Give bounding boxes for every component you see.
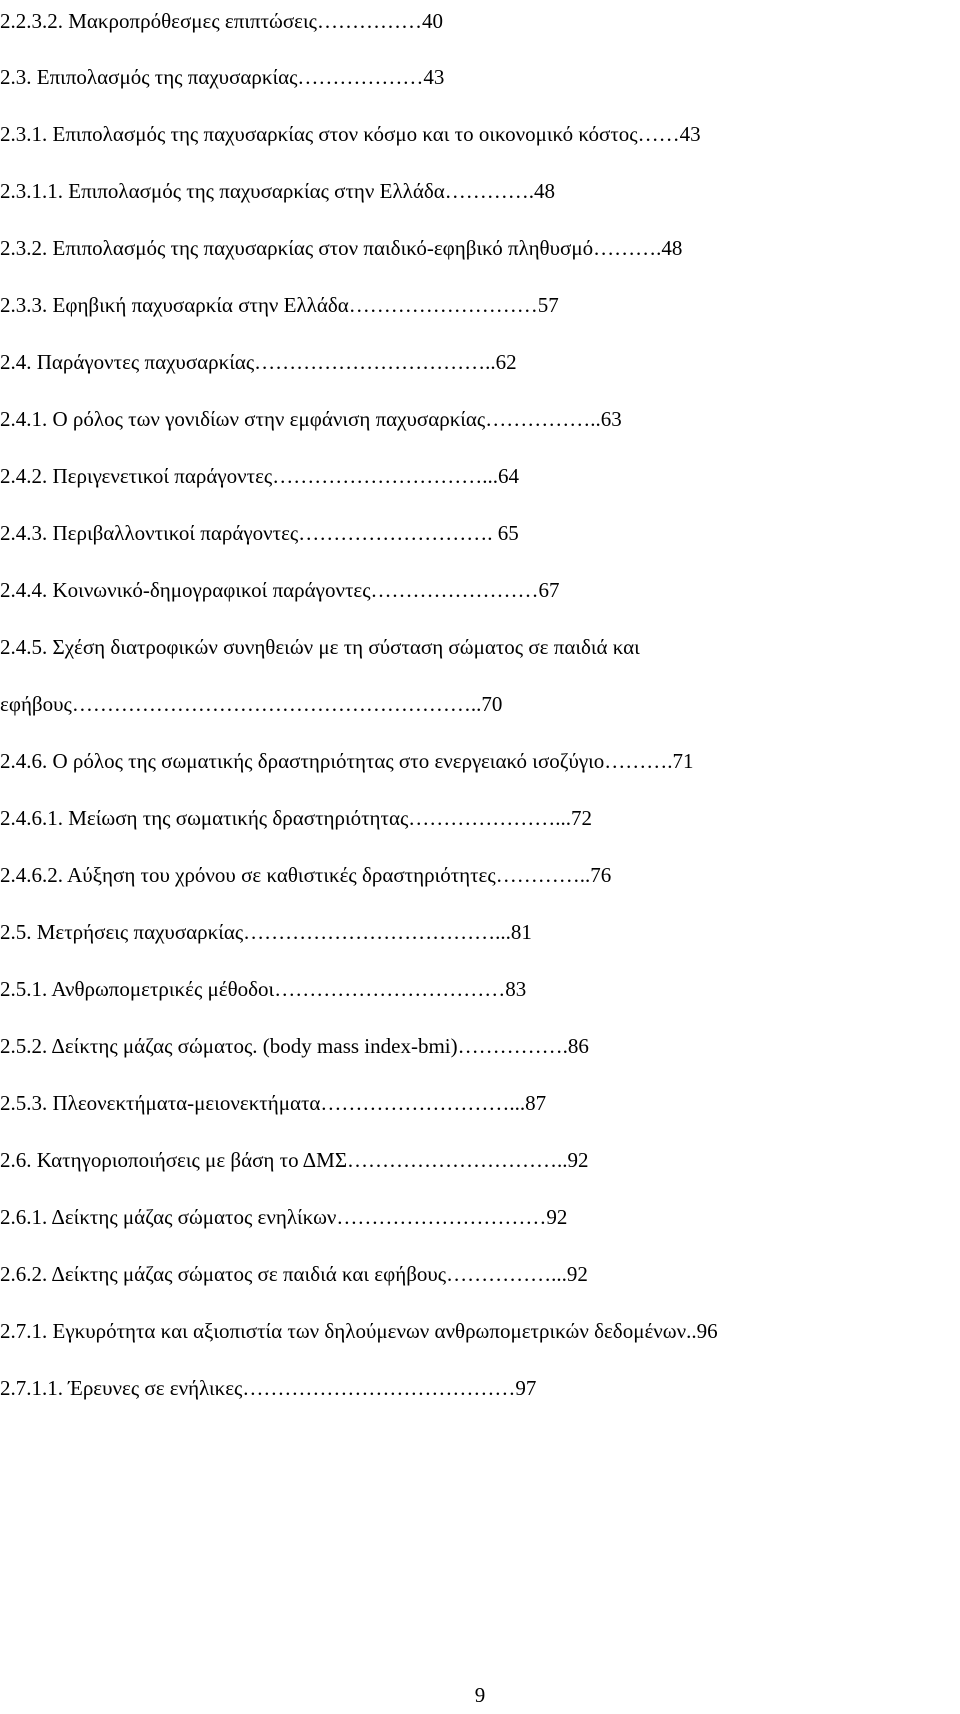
toc-entry-text: 2.4.6.1. Μείωση της σωματικής δραστηριότητας…………………...72 <box>0 806 593 830</box>
toc-entry-text: 2.4.5. Σχέση διατροφικών συνηθειών με τη σύσταση σώματος σε παιδιά και <box>0 635 640 659</box>
toc-entry-text: 2.4.1. Ο ρόλος των γονιδίων στην εμφάνιση παχυσαρκίας……………..63 <box>0 407 622 431</box>
toc-entry <box>0 1256 960 1292</box>
toc-entry <box>0 59 960 95</box>
toc-entry-text: 2.4.6. Ο ρόλος της σωματικής δραστηριότητας στο ενεργειακό ισοζύγιο……….71 <box>0 749 694 773</box>
toc-entry-text: 2.6.1. Δείκτης μάζας σώματος ενηλίκων…………………………92 <box>0 1205 568 1229</box>
toc-entry <box>0 914 960 950</box>
toc-entry <box>0 1142 960 1178</box>
toc-entry <box>0 572 960 608</box>
toc-entry-text: 2.3.1.1. Επιπολασμός της παχυσαρκίας στην Ελλάδα………….48 <box>0 179 556 203</box>
toc-entry <box>0 116 960 152</box>
toc-entry-text: 2.4.3. Περιβαλλοντικοί παράγοντες………………………. 65 <box>0 521 519 545</box>
page-number: 9 <box>474 1683 486 1707</box>
toc-entry-text: 2.5.1. Ανθρωπομετρικές μέθοδοι……………………………83 <box>0 977 527 1001</box>
toc-entry-text: 2.3.3. Εφηβική παχυσαρκία στην Ελλάδα………………………57 <box>0 293 559 317</box>
toc-entry-text: 2.2.3.2. Μακροπρόθεσμες επιπτώσεις……………40 <box>0 9 443 33</box>
toc-entry <box>0 743 960 779</box>
toc-entry <box>0 1028 960 1064</box>
toc-entry-text: 2.7.1.1. Έρευνες σε ενήλικες…………………………………97 <box>0 1376 537 1400</box>
toc-entry <box>0 1370 960 1406</box>
toc-entry <box>0 3 960 39</box>
toc-entry <box>0 686 960 722</box>
toc-entry-text: 2.5. Μετρήσεις παχυσαρκίας………………………………...81 <box>0 920 532 944</box>
toc-entry-text: 2.4. Παράγοντες παχυσαρκίας……………………………..62 <box>0 350 517 374</box>
toc-entry <box>0 1199 960 1235</box>
toc-entry <box>0 1313 960 1349</box>
toc-entry-text: 2.3. Επιπολασμός της παχυσαρκίας………………43 <box>0 65 445 89</box>
toc-entry-text: 2.3.1. Επιπολασμός της παχυσαρκίας στον κόσμο και το οικονομικό κόστος……43 <box>0 122 701 146</box>
toc-entry-text: 2.4.2. Περιγενετικοί παράγοντες…………………………...64 <box>0 464 519 488</box>
toc-entry-text: 2.6.2. Δείκτης μάζας σώματος σε παιδιά και εφήβους……………...92 <box>0 1262 588 1286</box>
toc-entry <box>0 173 960 209</box>
toc-entry <box>0 515 960 551</box>
toc-entry-text: 2.6. Κατηγοριοποιήσεις με βάση το ΔΜΣ…………………………..92 <box>0 1148 589 1172</box>
toc-entry <box>0 1085 960 1121</box>
toc-entry-text: εφήβους…………………………………………………..70 <box>0 692 503 716</box>
toc-entry-text: 2.5.3. Πλεονεκτήματα-μειονεκτήματα………………………...87 <box>0 1091 547 1115</box>
toc-entry <box>0 800 960 836</box>
toc-entry <box>0 230 960 266</box>
toc-entry <box>0 344 960 380</box>
toc-entry-text: 2.3.2. Επιπολασμός της παχυσαρκίας στον παιδικό-εφηβικό πληθυσμό……….48 <box>0 236 683 260</box>
toc-entry-text: 2.5.2. Δείκτης μάζας σώματος. (body mass index-bmi)…………….86 <box>0 1034 589 1058</box>
toc-entry <box>0 857 960 893</box>
toc-entry-text: 2.4.4. Κοινωνικό-δημογραφικοί παράγοντες……………………67 <box>0 578 560 602</box>
toc-entry-text: 2.7.1. Εγκυρότητα και αξιοπιστία των δηλούμενων ανθρωπομετρικών δεδομένων..96 <box>0 1319 718 1343</box>
toc-entry <box>0 401 960 437</box>
toc-entry-text: 2.4.6.2. Αύξηση του χρόνου σε καθιστικές δραστηριότητες…………..76 <box>0 863 612 887</box>
toc-entry <box>0 458 960 494</box>
toc-entry <box>0 287 960 323</box>
toc-entry <box>0 629 960 665</box>
toc-entry <box>0 971 960 1007</box>
